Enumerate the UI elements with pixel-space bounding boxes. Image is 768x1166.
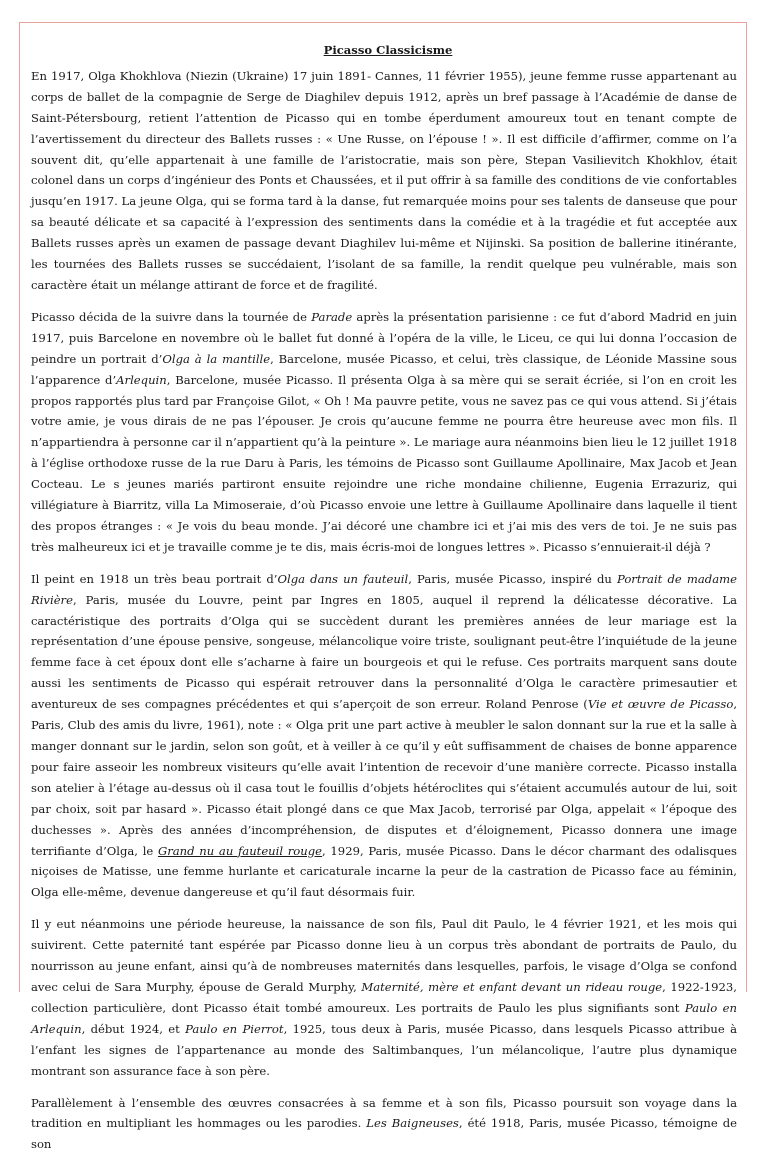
text-run: Il y eut néanmoins une période heureuse, la naissance de son fils, Paul dit Paulo, le 4 février 1921, et les mois qui suivirent. Cette paternité tant espérée par Picasso donne lieu à un corpus très abondant de portraits de Paulo, du nourrisson au jeune enfant, ainsi qu’à de nombreuses maternités dans lesquelles, parfois, le visage d’Olga se confond avec celui de Sara Murphy, épouse de Gerald Murphy, — [31, 917, 737, 994]
work-title: Arlequin — [116, 372, 167, 387]
text-run: , Paris, musée Picasso, inspiré du — [408, 571, 617, 586]
work-title: Parade — [311, 309, 353, 324]
text-run: , 1925, tous deux à Paris, musée Picasso, dans lesquels Picasso attribue à l’enfant les signes de l’appartenance au monde des Saltimbanques, l’un mélancolique, l’autre plus dynamique montrant son assurance face à son père. — [31, 1021, 737, 1078]
text-run: , début 1924, et — [81, 1021, 186, 1036]
text-run: , Barcelone, musée Picasso. Il présenta Olga à sa mère qui se serait écriée, si l’on en croit les propos rapportés plus tard par Françoise Gilot, « Oh ! Ma pauvre petite, vous ne savez pas ce qui vous attend. Si j’étais votre amie, je vous dirais de ne pas l’épouser. Je crois qu’aucune femme ne pourra être heureuse avec mon fils. Il n’appartiendra à personne car il n’appartient qu’à la peinture ». Le mariage aura néanmoins bien lieu le 12 juillet 1918 à l’église orthodoxe russe de la rue Daru à Paris, les témoins de Picasso sont Guillaume Apollinaire, Max Jacob et Jean Cocteau. Le s jeunes mariés partiront ensuite rejoindre une riche mondaine chilienne, Eugenia Errazuriz, qui villégiature à Biarritz, villa La Mimoseraie, d’où Picasso envoie une lettre à Guillaume Apollinaire dans laquelle il tient des propos étranges : « Je vois du beau monde. J’ai décoré une chambre ici et j’ai mis des vers de toi. Je ne suis pas très malheureux ici et je travaille comme je te dis, mais écris-moi de longues lettres ». Picasso s’ennuierait-il déjà ? — [31, 372, 738, 554]
text-run: , Paris, Club des amis du livre, 1961), note : « Olga prit une part active à meubler le salon donnant sur la rue et la salle à manger donnant sur le jardin, selon son goût, et à veiller à ce qu’il y eût suffisamment de chaises de bonne apparence pour faire asseoir les nombreux visiteurs qu’elle avait l’intention de recevoir d’une manière correcte. Picasso installa son atelier à l’étage au-dessus où il casa tout le fouillis d’objets hétéroclites qui s’étaient accumulés autour de lui, soit par choix, soit par hasard ». Picasso était plongé dans ce que Max Jacob, terrorisé par Olga, appelait « l’époque des duchesses ». Après des années d’incompréhension, de disputes et d’éloignement, Picasso donnera une image terrifiante d’Olga, le — [31, 697, 737, 858]
work-title: Paulo en Pierrot — [185, 1021, 284, 1036]
text-run: En 1917, Olga Khokhlova (Niezin (Ukraine) 17 juin 1891- Cannes, 11 février 1955), jeune femme russe appartenant au corps de ballet de la compagnie de Serge de Diaghilev depuis 1912, après un bref passage à l’Académie de danse de Saint-Pétersbourg, retient l’attention de Picasso qui en tombe éperdument amoureux tout en tenant compte de l’avertissement du directeur des Ballets russes : « Une Russe, on l’épouse ! ». Il est difficile d’affirmer, comme on l’a souvent dit, qu’elle appartenait à une famille de l’aristocratie, mais son père, Stepan Vasilievitch Khokhlov, était colonel dans un corps d’ingénieur des Ponts et Chaussées, et il put offrir à sa famille des conditions de vie confortables jusqu’en 1917. La jeune Olga, qui se forma tard à la danse, fut remarquée moins pour ses talents de danseuse que pour sa beauté délicate et sa capacité à l’expression des sentiments dans la comédie et à la tragédie et fut acceptée aux Ballets russes après un examen de passage devant Diaghilev lui-même et Nijinski. Sa position de ballerine itinérante, les tournées des Ballets russes se succédaient, l’isolant de sa famille, la rendit quelque peu vulnérable, mais son caractère était un mélange attirant de force et de fragilité. — [31, 68, 737, 292]
work-title: Olga dans un fauteuil — [277, 571, 409, 586]
work-title: Vie et œuvre de Picasso — [587, 697, 734, 712]
text-run: , Paris, musée du Louvre, peint par Ingres en 1805, auquel il reprend la délicatesse décorative. La caractéristique des portraits d’Olga qui se succèdent durant les premières années de leur mariage est la représentation d’une épouse pensive, songeuse, mélancolique voire triste, soulignant peut-être l’inquiétude de la jeune femme face à cet époux dont elle s’acharne à faire un bourgeois et qui le refuse. Ces portraits marquent sans doute aussi les sentiments de Picasso qui espérait retrouver dans la personnalité d’Olga le caractère primesautier et aventureux de ses compagnes précédentes et qui s’aperçoit de son erreur. Roland Penrose ( — [31, 592, 737, 712]
paragraphs — [31, 66, 737, 1155]
text-run: Il peint en 1918 un très beau portrait d’ — [31, 571, 278, 586]
paragraph-1 — [31, 66, 737, 296]
work-title: Olga à la mantille — [162, 351, 271, 366]
paragraph-5 — [31, 1093, 737, 1156]
paragraph-4 — [31, 914, 737, 1081]
text-run: , 1922-1923, collection particulière, dont Picasso était tombé amoureux. Les portraits de Paulo les plus signifiants sont — [31, 979, 737, 1015]
text-run: Picasso décida de la suivre dans la tournée de — [31, 309, 312, 324]
paragraph-2 — [31, 307, 737, 558]
text-run: , 1929, Paris, musée Picasso. Dans le décor charmant des odalisques niçoises de Matisse, une femme hurlante et caricaturale incarne la peur de la castration de Picasso face au féminin, Olga elle-même, devenue dangereuse et qu’il faut désormais fuir. — [31, 843, 737, 900]
paragraph-3 — [31, 569, 737, 904]
document-title: Picasso Classicisme — [323, 43, 453, 57]
work-title: Maternité, mère et enfant devant un rideau rouge — [361, 979, 663, 994]
text-run: , été 1918, Paris, musée Picasso, témoigne de son — [31, 1116, 738, 1152]
document-body — [31, 40, 737, 1166]
work-title: Les Baigneuses — [366, 1116, 459, 1131]
work-title: Paulo en Arlequin — [31, 1000, 737, 1036]
text-run: , Barcelone, musée Picasso, et celui, très classique, de Léonide Massine sous l’apparence d’ — [31, 351, 737, 387]
work-title: Grand nu au fauteuil rouge — [157, 843, 323, 858]
text-run: Parallèlement à l’ensemble des œuvres consacrées à sa femme et à son fils, Picasso poursuit son voyage dans la tradition en multipliant les hommages ou les parodies. — [31, 1095, 737, 1131]
work-title: Portrait de madame Rivière — [31, 571, 737, 607]
text-run: après la présentation parisienne : ce fut d’abord Madrid en juin 1917, puis Barcelone en novembre où le ballet fut donné à l’opéra de la ville, le Liceu, ce qui lui donna l’occasion de peindre un portrait d’ — [31, 309, 738, 366]
